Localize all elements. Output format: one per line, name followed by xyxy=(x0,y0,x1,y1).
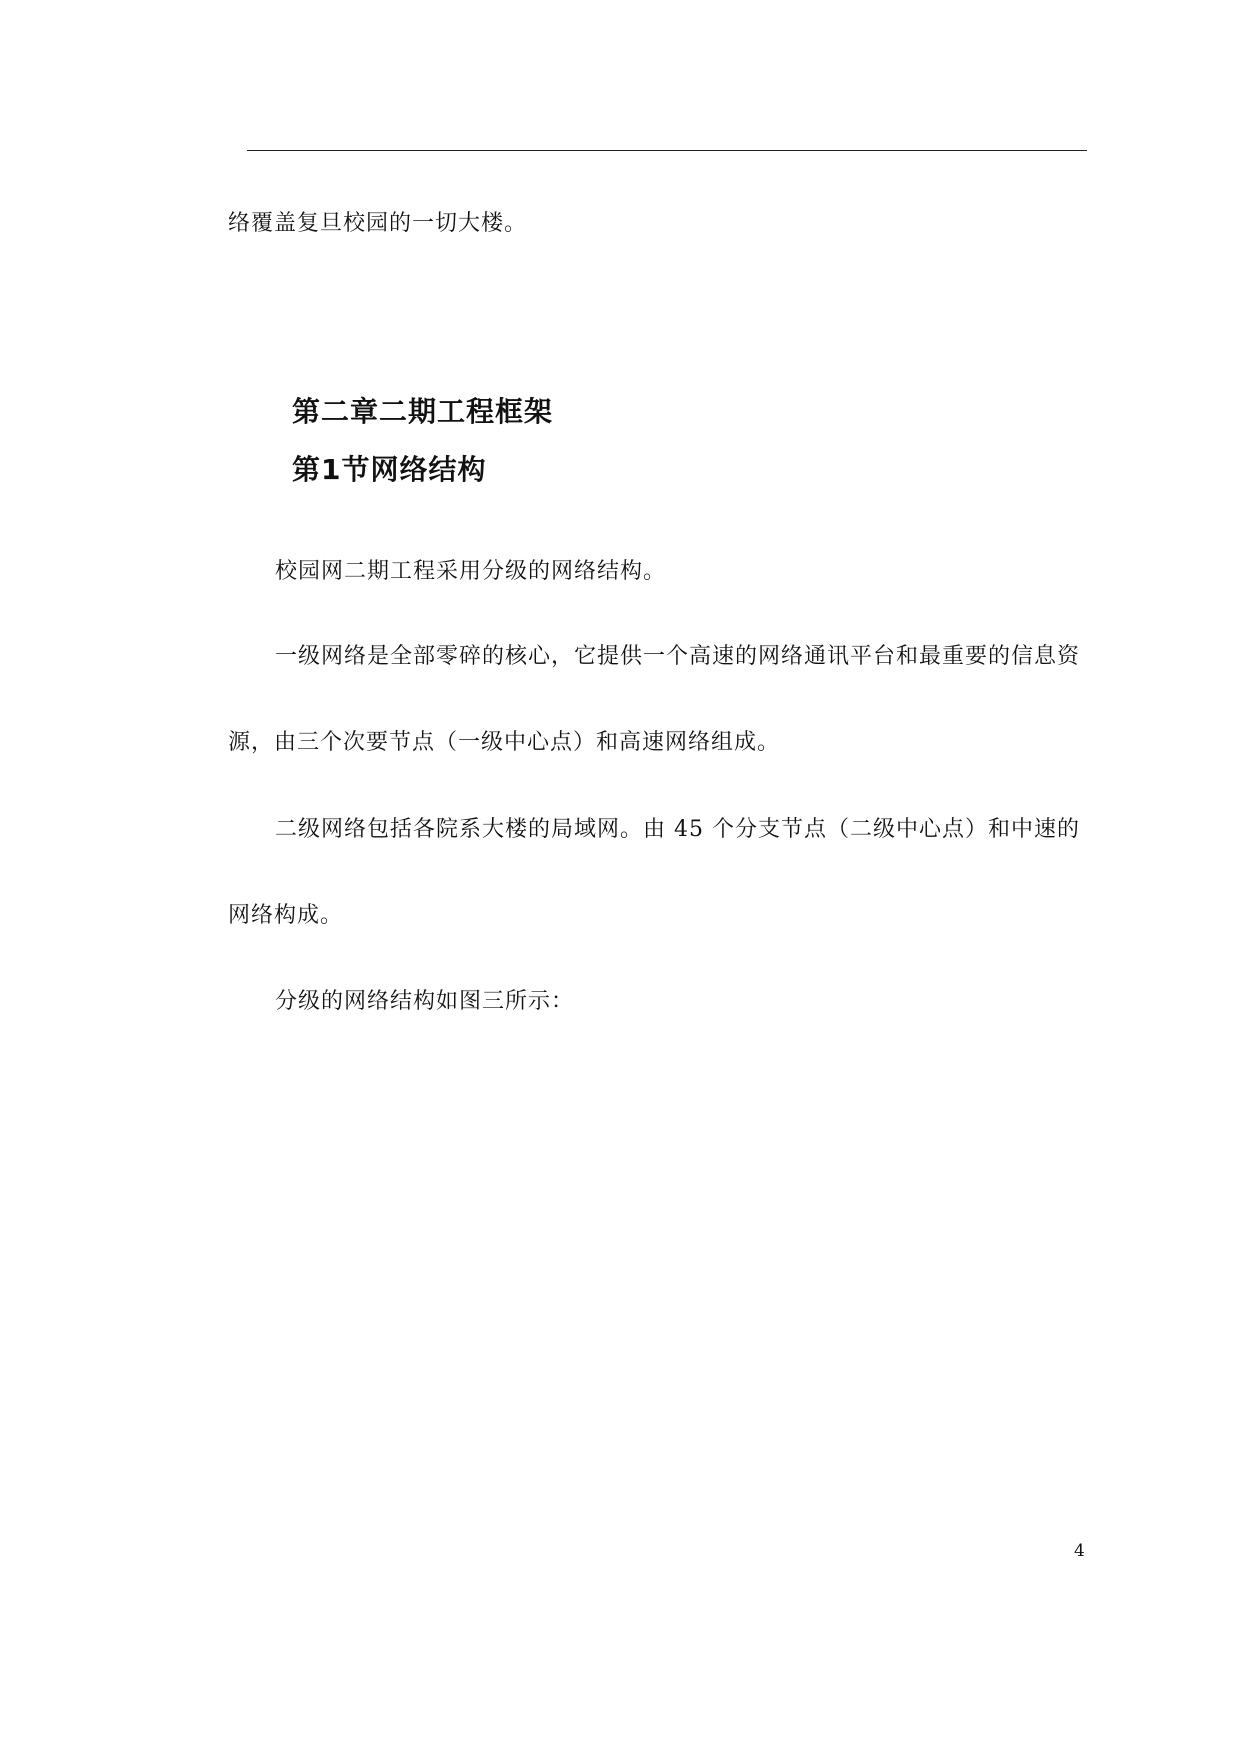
paragraph-line: 一级网络是全部零碎的核心，它提供一个高速的网络通讯平台和最重要的信息资 xyxy=(275,644,1081,669)
continued-paragraph-line: 络覆盖复旦校园的一切大楼。 xyxy=(228,211,528,236)
paragraph-line: 源，由三个次要节点（一级中心点）和高速网络组成。 xyxy=(228,730,781,755)
page-number: 4 xyxy=(1074,1541,1085,1561)
paragraph-line: 校园网二期工程采用分级的网络结构。 xyxy=(275,559,667,584)
header-rule xyxy=(247,150,1087,151)
paragraph-line: 二级网络包括各院系大楼的局域网。由 45 个分支节点（二级中心点）和中速的 xyxy=(275,817,1080,842)
chapter-title: 第二章二期工程框架 xyxy=(292,395,554,428)
section-title: 第1节网络结构 xyxy=(292,453,487,486)
paragraph-line: 网络构成。 xyxy=(228,903,344,928)
paragraph-line: 分级的网络结构如图三所示： xyxy=(275,989,575,1014)
